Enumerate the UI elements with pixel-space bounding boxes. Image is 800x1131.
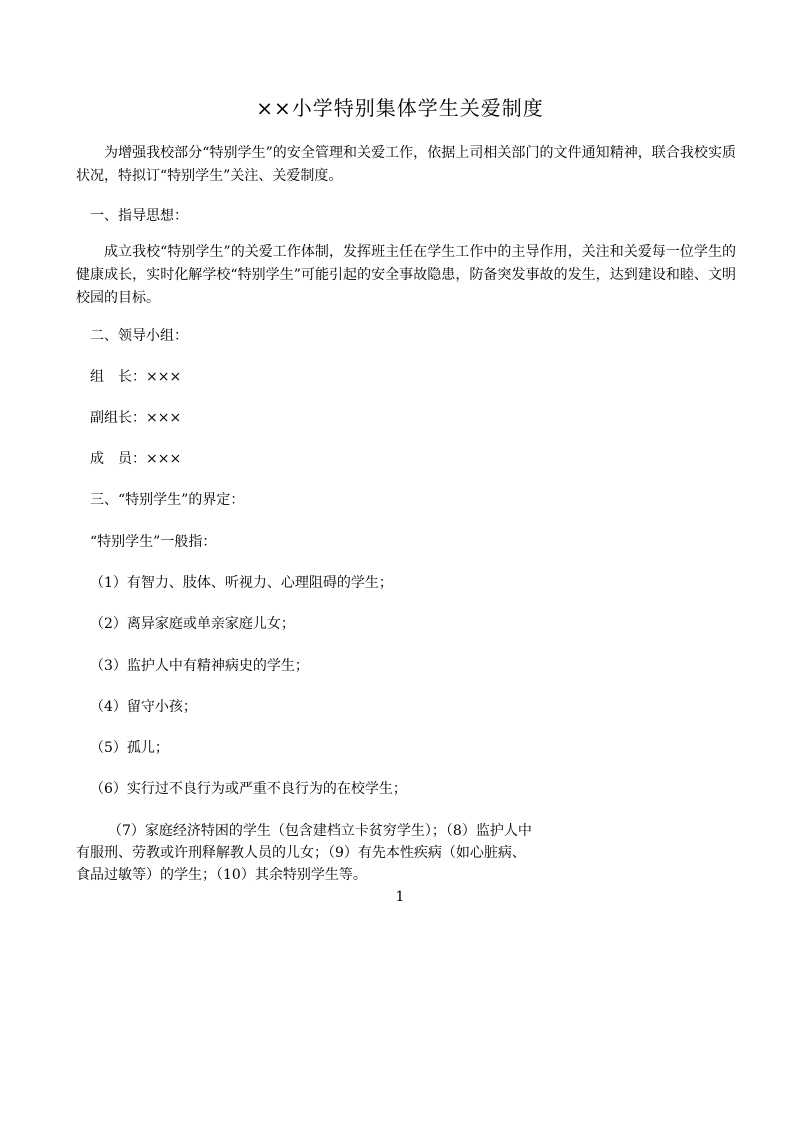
- intro-paragraph: 为增强我校部分“特别学生”的安全管理和关爱工作，依据上司相关部门的文件通知精神，联合我校实质状况，特拟订“特别学生”关注、关爱制度。: [76, 145, 736, 184]
- document-title: ××小学特别集体学生关爱制度: [256, 96, 544, 120]
- tail-paragraph: （7）家庭经济特困的学生（包含建档立卡贫穷学生）；（8）监护人中有服刑、劳教或许刑释解教人员的儿女；（9）有先本性疾病（如心脏病、食品过敏等）的学生；（10）其余特别学生等。: [76, 823, 532, 883]
- list-item: （1）有智力、肢体、听视力、心理阻碍的学生；: [90, 575, 393, 591]
- leader-line: 组 长：×××: [90, 369, 182, 385]
- list-item: （6）实行过不良行为或严重不良行为的在校学生；: [90, 781, 407, 797]
- page-number: 1: [395, 889, 405, 905]
- list-item: （5）孤儿；: [90, 740, 169, 756]
- section-1-heading: 一、指导思想：: [90, 208, 188, 224]
- definition-intro: “特别学生”一般指：: [90, 534, 217, 550]
- list-item: （3）监护人中有精神病史的学生；: [90, 658, 309, 674]
- deputy-leader-line: 副组长：×××: [90, 410, 182, 426]
- list-item: （2）离异家庭或单亲家庭儿女；: [90, 616, 295, 632]
- section-2-heading: 二、领导小组：: [90, 328, 188, 344]
- list-item: （4）留守小孩；: [90, 699, 197, 715]
- section-1-body: 成立我校“特别学生”的关爱工作体制，发挥班主任在学生工作中的主导作用，关注和关爱每一位学生的健康成长，实时化解学校“特别学生”可能引起的安全事故隐患，防备突发事故的发生，达到建设和睦、文明校园的目标。: [76, 244, 736, 306]
- members-line: 成 员：×××: [90, 451, 182, 467]
- section-3-heading: 三、“特别学生”的界定：: [90, 492, 245, 508]
